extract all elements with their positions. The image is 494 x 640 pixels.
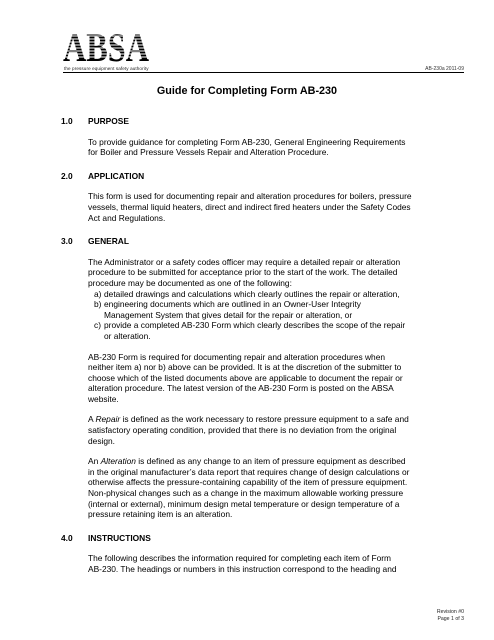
absa-logo-letters: ABSA — [63, 25, 150, 64]
repair-term: Repair — [95, 414, 121, 425]
form-requirement-paragraph: AB-230 Form is required for documenting repair and alteration procedures when neither item a) nor b) above can be provided. It is at the discretion of the submitter to choose which of the listed documents above are applicable to document the repair or alteration procedure. The latest version of the AB-230 Form is posted on the ABSA website. — [88, 351, 403, 404]
section-heading-general: 3.0 GENERAL — [61, 236, 129, 247]
document-title: Guide for Completing Form AB-230 — [156, 85, 338, 97]
document-code: AB-230a 2011-09 — [425, 66, 464, 72]
list-item: b) engineering documents which are outlined in an Owner-User Integrity Management System that gives detail for the repair or alteration, or — [94, 299, 361, 320]
section-heading-application: 2.0 APPLICATION — [61, 170, 145, 181]
absa-logo-mark — [62, 24, 152, 64]
list-item: a) detailed drawings and calculations which clearly outlines the repair or alteration, — [94, 288, 400, 299]
purpose-paragraph: To provide guidance for completing Form AB-230, General Engineering Requirements for Boiler and Pressure Vessels Repair and Alteration Procedure. — [88, 136, 406, 158]
list-item: c) provide a completed AB-230 Form which clearly describes the scope of the repair or alteration. — [94, 320, 406, 341]
document-body — [61, 116, 471, 575]
revision-label: Revision #0 — [436, 609, 464, 615]
repair-definition-paragraph: A Repair is defined as the work necessary to restore pressure equipment to a safe and satisfactory operating condition, provided that there is no deviation from the original design. — [88, 414, 409, 446]
alteration-term: Alteration — [100, 456, 136, 467]
page-number: Page 1 of 3 — [437, 616, 464, 623]
absa-logo — [62, 24, 152, 64]
alteration-definition-paragraph: An Alteration is defined as any change to an item of pressure equipment as described in the original manufacturer’s data report that requires change of design calculations or otherwise affects the pressure-containing capability of the item of pressure equipment. Non-physical changes such as a change in the maximum allowable working pressure (internal or external), minimum design metal temperature or design temperature of a pressure retaining item is an alteration. — [88, 456, 410, 520]
section-heading-instructions: 4.0 INSTRUCTIONS — [61, 532, 151, 543]
logo-tagline: the pressure equipment safety authority — [64, 66, 149, 71]
application-paragraph: This form is used for documenting repair and alteration procedures for boilers, pressure vessels, thermal liquid heaters, direct and indirect fired heaters under the Safety Codes Act and Regulations. — [88, 191, 412, 223]
general-intro-paragraph: The Administrator or a safety codes officer may require a detailed repair or alteration procedure to be submitted for acceptance prior to the start of the work. The detailed procedure may be documented as one of the following: — [88, 256, 401, 288]
procedure-options-list — [88, 289, 471, 342]
instructions-paragraph: The following describes the information required for completing each item of Form AB-230. The headings or numbers in this instruction correspond to the heading and — [88, 553, 397, 574]
page-footer — [437, 609, 464, 623]
section-heading-purpose: 1.0 PURPOSE — [61, 116, 129, 126]
header-divider — [63, 72, 464, 73]
